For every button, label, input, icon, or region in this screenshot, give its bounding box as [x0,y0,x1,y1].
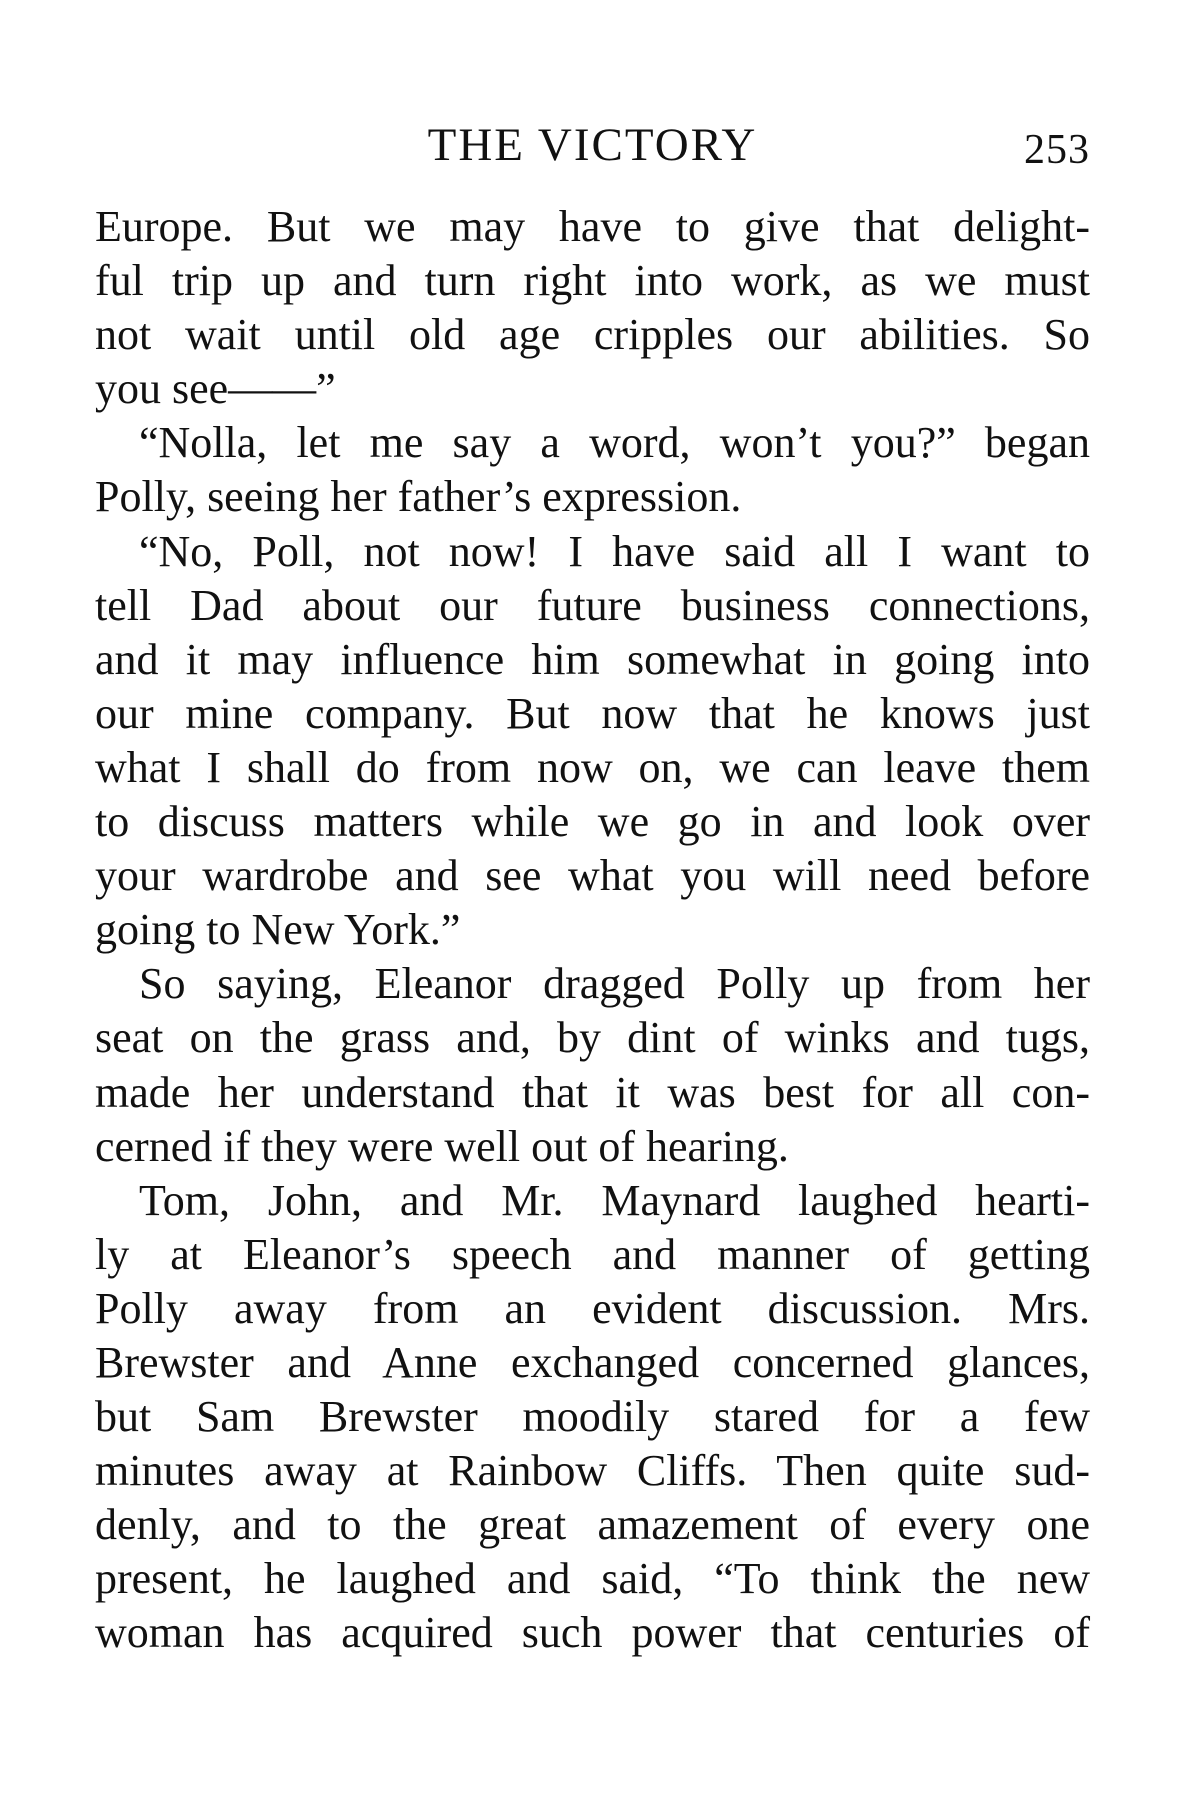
text-line: “No, Poll, not now! I have said all I want to [139,526,1090,576]
text-line: going to New York.” [95,905,461,955]
text-line: denly, and to the great amazement of every one [95,1500,1090,1550]
text-line: but Sam Brewster moodily stared for a few [95,1392,1090,1442]
chapter-title: THE VICTORY [427,119,758,171]
text-line: woman has acquired such power that centuries of [95,1608,1090,1658]
text-line: your wardrobe and see what you will need before [95,851,1090,901]
text-line: to discuss matters while we go in and look over [95,797,1090,847]
text-line: cerned if they were well out of hearing. [95,1121,789,1171]
text-line: what I shall do from now on, we can leave them [95,742,1090,792]
page-number: 253 [1024,127,1090,173]
text-line: present, he laughed and said, “To think the new [95,1554,1090,1604]
text-line: seat on the grass and, by dint of winks and tugs, [95,1013,1090,1063]
text-line: Polly, seeing her father’s expression. [95,472,742,522]
text-line: you see——” [95,364,336,414]
text-line: Polly away from an evident discussion. Mrs. [95,1283,1090,1333]
text-line: ful trip up and turn right into work, as we must [95,256,1090,306]
text-line: our mine company. But now that he knows just [95,688,1090,738]
text-line: and it may influence him somewhat in going into [95,634,1090,684]
text-line: Europe. But we may have to give that delight- [95,202,1090,251]
text-line: made her understand that it was best for all con- [95,1067,1090,1117]
text-line: tell Dad about our future business connections, [95,580,1090,630]
running-head [95,118,1090,178]
text-line: So saying, Eleanor dragged Polly up from her [139,959,1090,1009]
text-line: Brewster and Anne exchanged concerned glances, [95,1337,1090,1387]
text-line: minutes away at Rainbow Cliffs. Then quite sud- [95,1446,1090,1496]
body-text [95,200,1090,1661]
text-line: ly at Eleanor’s speech and manner of getting [95,1229,1090,1279]
text-line: “Nolla, let me say a word, won’t you?” began [139,418,1090,468]
text-line: Tom, John, and Mr. Maynard laughed hearti- [139,1175,1090,1225]
text-line: not wait until old age cripples our abilities. So [95,310,1090,360]
